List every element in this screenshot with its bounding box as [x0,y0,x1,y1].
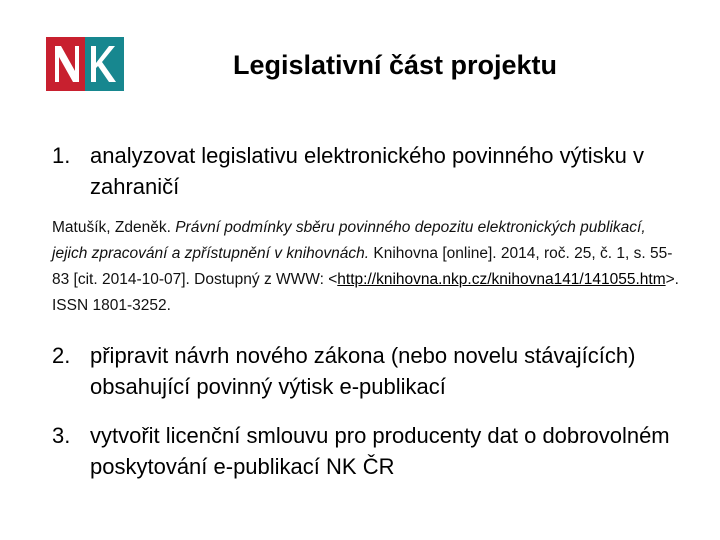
list-item-number: 1. [52,143,71,168]
list-item-2 [52,340,682,402]
nk-logo-icon [46,37,124,91]
citation-details: Knihovna [online]. 2014, roč. 25, č. 1, s. 55-83 [cit. 2014-10-07]. Dostupný z WWW: < [52,245,673,288]
page-title: Legislativní část projektu [232,50,558,80]
list-item-text: analyzovat legislativu elektronického povinného výtisku v zahraničí [90,143,644,199]
citation-link[interactable]: http://knihovna.nkp.cz/knihovna141/141055.htm [337,271,666,288]
citation-tail: >. ISSN 1801-3252. [52,271,679,314]
nk-logo [46,37,124,91]
list-item-text: vytvořit licenční smlouvu pro producenty dat o dobrovolném poskytování e-publikací NK ČR [90,423,670,479]
list-item-1 [52,140,682,202]
list-item-number: 2. [52,343,71,368]
list-item-number: 3. [52,423,71,448]
citation-author: Matušík, Zdeněk. [52,219,176,236]
list-item-text: připravit návrh nového zákona (nebo novelu stávajících) obsahující povinný výtisk e-publikací [90,343,636,399]
list-item-3 [52,420,682,482]
citation [52,215,682,319]
citation-title: Právní podmínky sběru povinného depozitu elektronických publikací, jejich zpracování a zpřístupnění v knihovnách. [52,219,646,262]
